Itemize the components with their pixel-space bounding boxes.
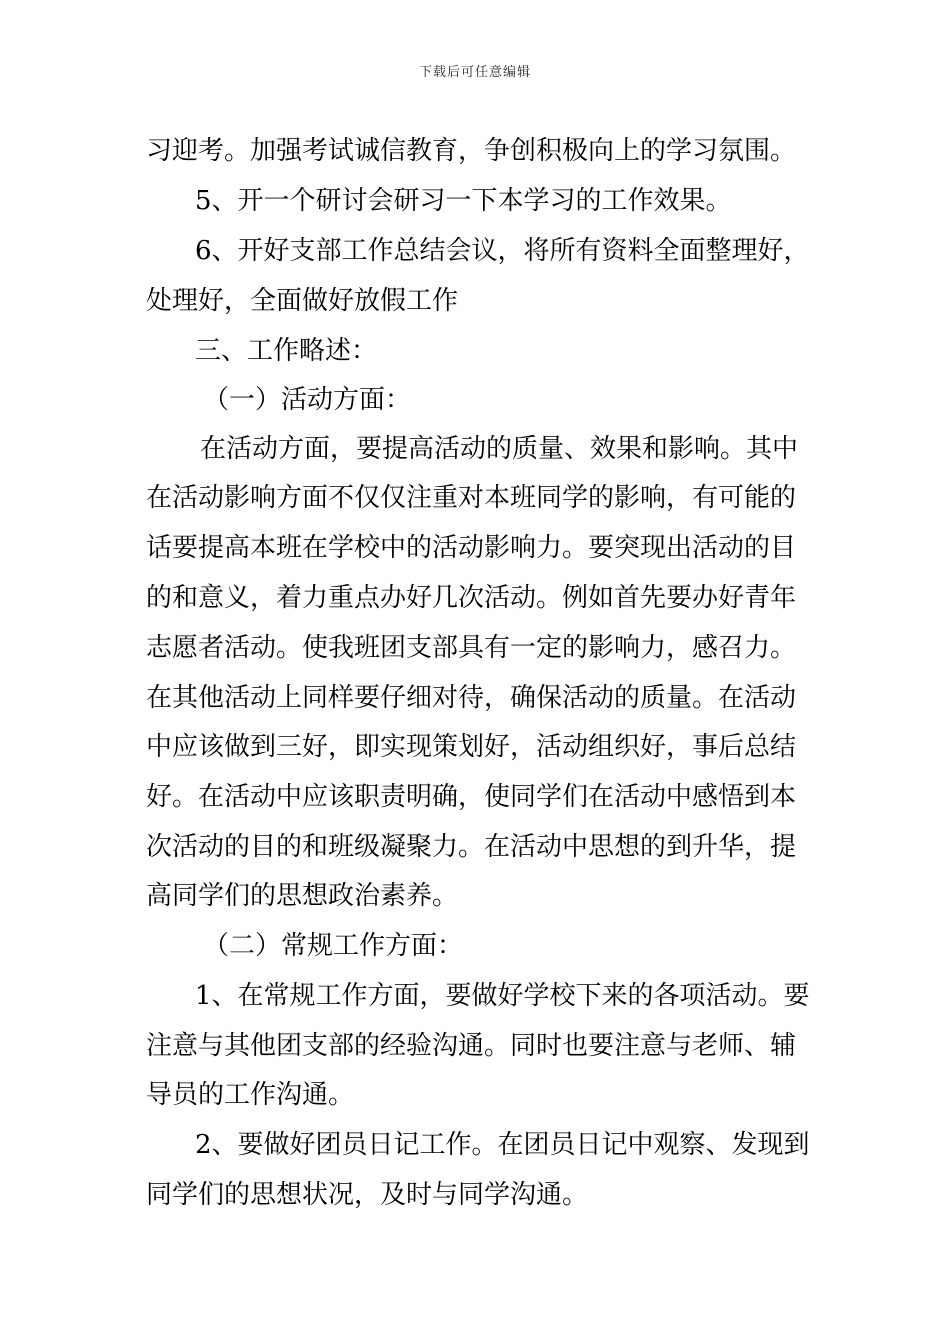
text-line: 习迎考。加强考试诚信教育，争创积极向上的学习氛围。 (146, 136, 797, 166)
text-line: 在活动方面，要提高活动的质量、效果和影响。其中 (200, 434, 799, 464)
text-line: 处理好，全面做好放假工作 (146, 286, 459, 316)
text-line: 好。在活动中应该职责明确，使同学们在活动中感悟到本 (146, 782, 797, 812)
text-line: 同学们的思想状况，及时与同学沟通。 (146, 1180, 589, 1210)
text-line: 5、开一个研讨会研习一下本学习的工作效果。 (195, 186, 732, 216)
text-line: 1、在常规工作方面，要做好学校下来的各项活动。要 (195, 981, 810, 1011)
text-line: 次活动的目的和班级凝聚力。在活动中思想的到升华，提 (146, 832, 797, 862)
text-line: 6、开好支部工作总结会议，将所有资料全面整理好， (195, 236, 810, 266)
subsection-heading: （二）常规工作方面： (203, 931, 464, 961)
text-line: 导员的工作沟通。 (146, 1080, 355, 1110)
text-line: 在其他活动上同样要仔细对待，确保活动的质量。在活动 (146, 683, 797, 713)
text-line: 志愿者活动。使我班团支部具有一定的影响力，感召力。 (146, 633, 797, 663)
section-heading: 三、工作略述： (195, 336, 378, 366)
text-line: 高同学们的思想政治素养。 (146, 881, 459, 911)
text-line: 2、要做好团员日记工作。在团员日记中观察、发现到 (195, 1130, 810, 1160)
text-line: 话要提高本班在学校中的活动影响力。要突现出活动的目 (146, 533, 797, 563)
text-line: 注意与其他团支部的经验沟通。同时也要注意与老师、辅 (146, 1031, 797, 1061)
text-line: 在活动影响方面不仅仅注重对本班同学的影响，有可能的 (146, 483, 797, 513)
subsection-heading: （一）活动方面： (203, 385, 412, 415)
text-line: 中应该做到三好，即实现策划好，活动组织好，事后总结 (146, 732, 797, 762)
header-note: 下载后可任意编辑 (418, 65, 531, 80)
text-line: 的和意义，着力重点办好几次活动。例如首先要办好青年 (146, 583, 797, 613)
